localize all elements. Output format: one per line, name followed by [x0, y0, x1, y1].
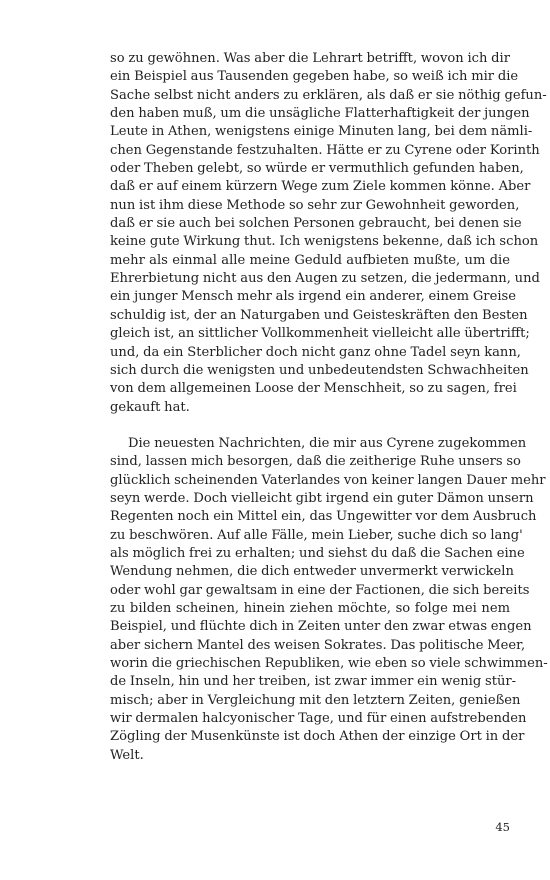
text-line: Ehrerbietung nicht aus den Augen zu setzen, die jedermann, und: [110, 271, 540, 287]
text-line: daß er sie auch bei solchen Personen gebraucht, bei denen sie: [110, 216, 522, 232]
text-line: Die neuesten Nachrichten, die mir aus Cyrene zugekommen: [128, 435, 527, 451]
text-line: Zögling der Musenkünste ist doch Athen der einzige Ort in der: [110, 729, 525, 745]
text-line: oder Theben gelebt, so würde er vermuthlich gefunden haben,: [110, 161, 524, 177]
text-line: zu beschwören. Auf alle Fälle, mein Lieber, suche dich so lang': [110, 527, 523, 543]
body-text: [110, 50, 548, 765]
text-line: so zu gewöhnen. Was aber die Lehrart betrifft, wovon ich dir: [110, 51, 510, 66]
text-line: misch; aber in Vergleichung mit den letztern Zeiten, genießen: [110, 692, 521, 708]
text-line: gekauft hat.: [110, 399, 190, 415]
text-line: sich durch die wenigsten und unbedeutendsten Schwachheiten: [110, 362, 529, 378]
text-line: glücklich scheinenden Vaterlandes von keiner langen Dauer mehr: [110, 472, 546, 488]
text-line: seyn werde. Doch vielleicht gibt irgend ein guter Dämon unsern: [110, 490, 534, 506]
text-line: ein Beispiel aus Tausenden gegeben habe, so weiß ich mir die: [110, 69, 519, 85]
text-line: gleich ist, an sittlicher Vollkommenheit vielleicht alle übertrifft;: [110, 326, 530, 342]
text-line: worin die griechischen Republiken, wie eben so viele schwimmen-: [110, 656, 548, 671]
text-line: keine gute Wirkung thut. Ich wenigstens bekenne, daß ich schon: [110, 234, 539, 250]
text-line: de Inseln, hin und her treiben, ist zwar immer ein wenig stür-: [110, 674, 517, 690]
text-line: Sache selbst nicht anders zu erklären, als daß er sie nöthig gefun-: [110, 87, 547, 103]
text-line: Beispiel, und flüchte dich in Zeiten unter den zwar etwas engen: [110, 619, 532, 635]
page-number: 45: [495, 820, 510, 834]
paragraph-1: [110, 50, 547, 417]
text-line: Welt.: [110, 747, 144, 763]
text-line: daß er auf einem kürzern Wege zum Ziele kommen könne. Aber: [110, 179, 531, 195]
text-line: ein junger Mensch mehr als irgend ein anderer, einem Greise: [110, 289, 516, 305]
paragraph-2: [110, 435, 548, 765]
text-line: mehr als einmal alle meine Geduld aufbieten mußte, um die: [110, 252, 510, 268]
text-line: Wendung nehmen, die dich entweder unvermerkt verwickeln: [110, 564, 514, 580]
text-line: den haben muß, um die unsägliche Flatterhaftigkeit der jungen: [110, 106, 530, 122]
text-line: sind, lassen mich besorgen, daß die zeitherige Ruhe unsers so: [110, 454, 521, 470]
text-line: chen Gegenstande festzuhalten. Hätte er zu Cyrene oder Korinth: [110, 142, 540, 158]
text-line: aber sichern Mantel des weisen Sokrates. Das politische Meer,: [110, 637, 526, 653]
text-line: und, da ein Sterblicher doch nicht ganz ohne Tadel seyn kann,: [110, 344, 521, 360]
text-line: von dem allgemeinen Loose der Menschheit, so zu sagen, frei: [110, 381, 517, 397]
text-line: Regenten noch ein Mittel ein, das Ungewitter vor dem Ausbruch: [110, 509, 537, 525]
text-line: zu bilden scheinen, hinein ziehen möchte, so folge mei nem: [110, 600, 510, 616]
text-line: oder wohl gar gewaltsam in eine der Factionen, die sich bereits: [110, 582, 530, 598]
text-line: schuldig ist, der an Naturgaben und Geisteskräften den Besten: [110, 307, 528, 323]
text-line: Leute in Athen, wenigstens einige Minuten lang, bei dem nämli-: [110, 124, 533, 140]
text-line: als möglich frei zu erhalten; und siehst du daß die Sachen eine: [110, 545, 525, 561]
text-line: nun ist ihm diese Methode so sehr zur Gewohnheit geworden,: [110, 197, 520, 213]
text-line: wir dermalen halcyonischer Tage, und für einen aufstrebenden: [110, 711, 527, 727]
